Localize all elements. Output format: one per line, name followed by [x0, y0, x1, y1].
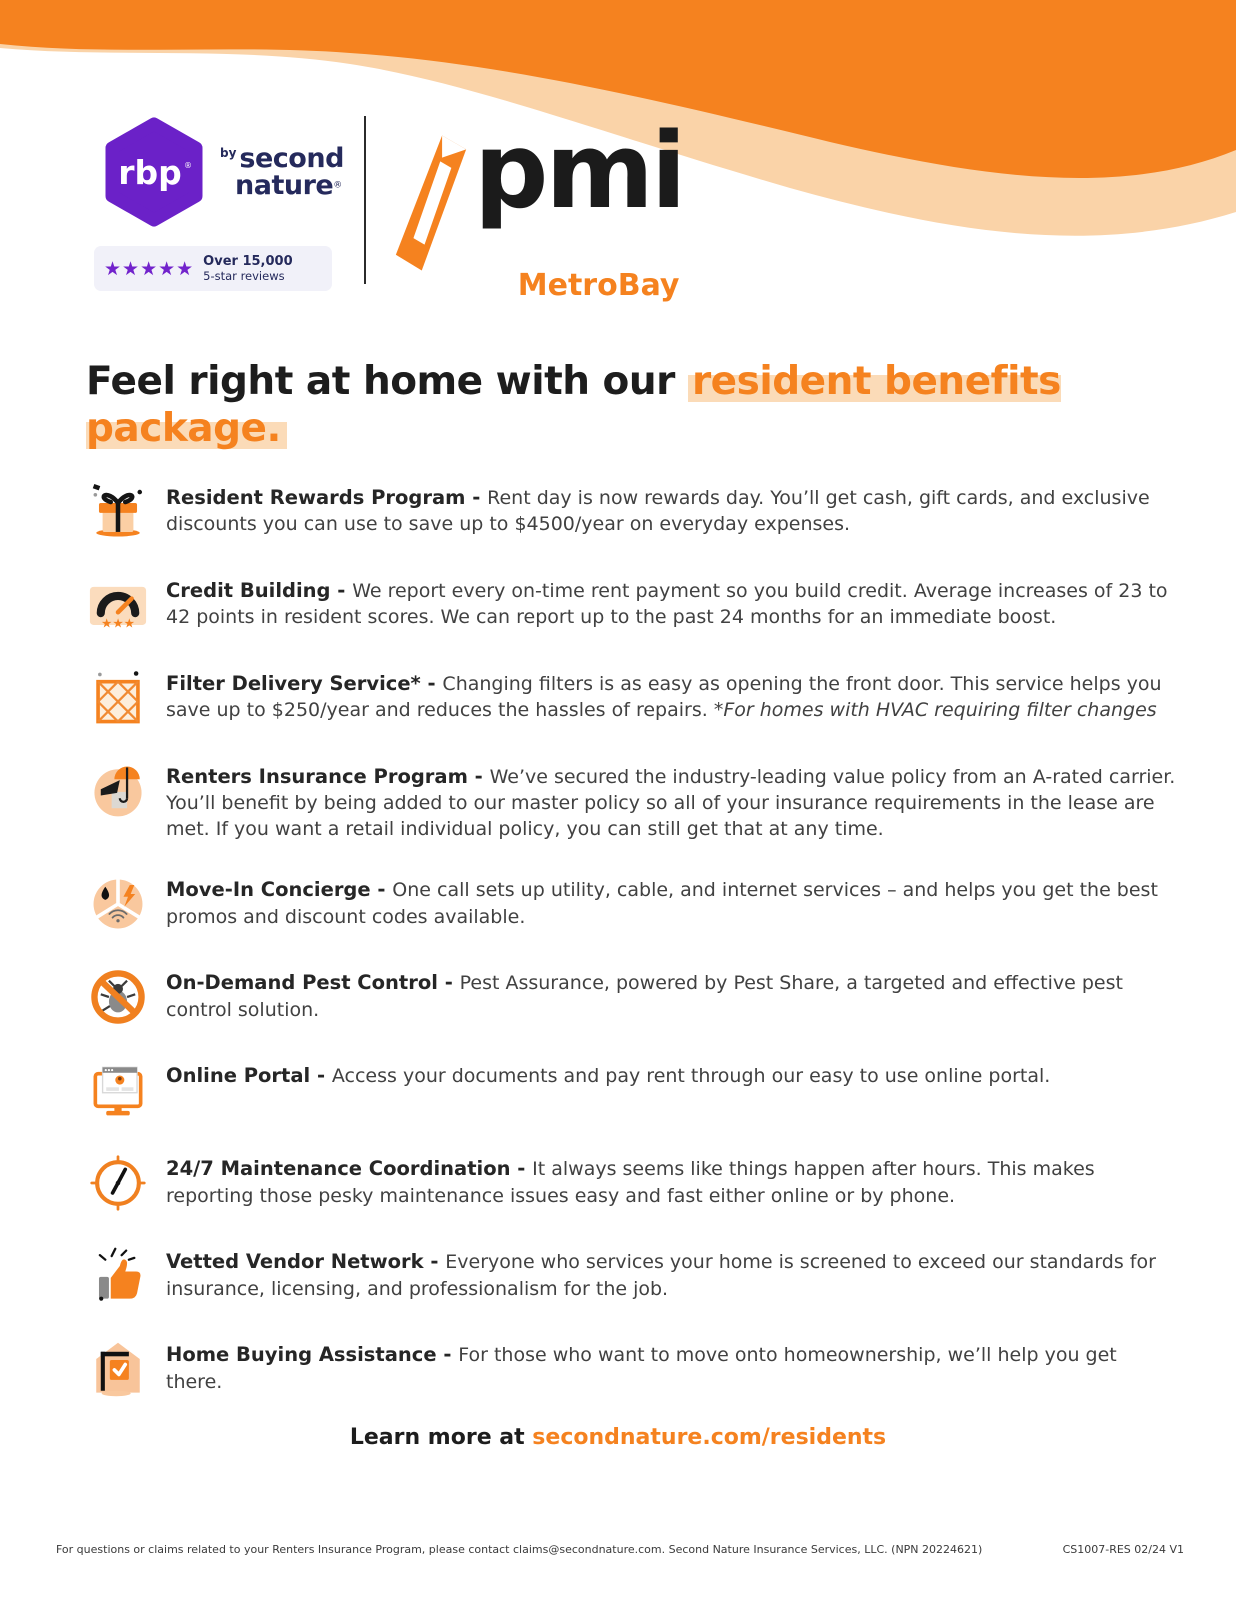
headline-highlight: resident benefits package.	[86, 359, 1061, 451]
pmi-brand-block	[394, 110, 684, 303]
rbp-logo-text: rbp	[118, 153, 182, 192]
benefit-row-vendor-network	[86, 1247, 1180, 1307]
residents-link[interactable]: secondnature.com/residents	[532, 1425, 887, 1450]
rbp-brand-block	[94, 112, 344, 291]
brand-word-second: second	[239, 143, 344, 174]
second-nature-wordmark	[220, 145, 344, 199]
insurance-disclaimer: For questions or claims related to your Renters Insurance Program, please contact claims@secondnature.com. Second Nature Insurance Services, LLC. (NPN 20224621)	[56, 1543, 983, 1556]
benefit-row-filter-delivery	[86, 669, 1180, 729]
benefit-row-online-portal	[86, 1061, 1180, 1121]
benefit-title: Online Portal -	[166, 1064, 332, 1088]
benefit-title: Filter Delivery Service* -	[166, 671, 443, 695]
clock-icon	[86, 1154, 150, 1214]
benefit-description: Everyone who services your home is screened to exceed our standards for insurance, licensing, and professionalism for the job.	[166, 1251, 1156, 1301]
logo-divider	[364, 116, 366, 284]
benefit-description: One call sets up utility, cable, and internet services – and helps you get the best promos and discount codes available.	[166, 879, 1158, 929]
headline-prefix: Feel right at home with our	[86, 359, 688, 404]
benefit-row-pest-control	[86, 968, 1180, 1028]
utilities-icon	[86, 875, 150, 935]
rbp-logo-icon	[94, 112, 214, 232]
learn-more-prefix: Learn more at	[349, 1425, 533, 1450]
benefit-title: Vetted Vendor Network -	[166, 1250, 446, 1274]
benefit-row-renters-insurance	[86, 762, 1180, 843]
benefit-row-home-buying	[86, 1340, 1180, 1400]
benefit-title: 24/7 Maintenance Coordination -	[166, 1157, 533, 1181]
benefit-row-credit-building	[86, 576, 1180, 636]
benefit-row-maintenance	[86, 1154, 1180, 1214]
home-check-icon	[86, 1340, 150, 1400]
document-code: CS1007-RES 02/24 V1	[1062, 1543, 1184, 1556]
benefit-description: It always seems like things happen after hours. This makes reporting those pesky maintenance issues easy and fast either online or by phone.	[166, 1158, 1095, 1208]
benefit-note: *For homes with HVAC requiring filter changes	[713, 699, 1157, 722]
brand-registered-mark: ®	[333, 180, 343, 191]
benefit-title: On-Demand Pest Control -	[166, 971, 460, 995]
benefits-list	[86, 483, 1180, 1401]
page-title	[86, 359, 1180, 453]
svg-text:★★★: ★★★	[100, 615, 136, 631]
benefit-title: Home Buying Assistance -	[166, 1343, 459, 1367]
pmi-logo-text: pmi	[474, 110, 684, 232]
benefit-title: Resident Rewards Program -	[166, 485, 488, 509]
thumbs-up-icon	[86, 1247, 150, 1307]
learn-more-line	[0, 1425, 1236, 1450]
reviews-badge	[94, 246, 332, 291]
gift-icon	[86, 483, 150, 543]
benefit-row-move-in-concierge	[86, 875, 1180, 935]
pmi-location-label: MetroBay	[517, 268, 680, 303]
umbrella-house-icon	[86, 762, 150, 822]
rbp-trademark: ®	[184, 161, 192, 170]
benefit-row-resident-rewards	[86, 483, 1180, 543]
online-portal-icon	[86, 1061, 150, 1121]
reviews-count: Over 15,000	[203, 254, 293, 269]
benefit-description: Pest Assurance, powered by Pest Share, a targeted and effective pest control solution.	[166, 972, 1123, 1022]
benefit-title: Renters Insurance Program -	[166, 764, 490, 788]
logo-row	[94, 112, 1180, 303]
no-bug-icon	[86, 968, 150, 1028]
air-filter-icon	[86, 669, 150, 729]
benefit-title: Move-In Concierge -	[166, 878, 393, 902]
by-label: by	[220, 146, 237, 160]
brand-word-nature: nature	[235, 170, 334, 201]
benefit-description: We’ve secured the industry-leading value policy from an A-rated carrier. You’ll benefit by being added to our master policy so all of your insurance requirements in the lease are met. If you want a retail individual policy, you can still get that at any time.	[166, 765, 1176, 841]
pmi-logo-icon	[394, 130, 468, 276]
five-stars-icon: ★★★★★	[104, 257, 195, 280]
benefit-description: For those who want to move onto homeownership, we’ll help you get there.	[166, 1344, 1117, 1394]
benefit-title: Credit Building -	[166, 578, 353, 602]
benefit-description: Access your documents and pay rent through our easy to use online portal.	[331, 1065, 1051, 1088]
benefit-description: Rent day is now rewards day. You’ll get cash, gift cards, and exclusive discounts you can use to save up to $4500/year on everyday expenses.	[166, 486, 1150, 536]
benefit-description: We report every on-time rent payment so you build credit. Average increases of 23 to 42 points in resident scores. We can report up to the past 24 months for an immediate boost.	[166, 579, 1168, 629]
credit-gauge-icon	[86, 576, 150, 636]
benefit-description: Changing filters is as easy as opening the front door. This service helps you save up to $250/year and reduces the hassles of repairs.	[166, 672, 1162, 722]
fineprint-row	[56, 1543, 1184, 1556]
reviews-label: 5-star reviews	[203, 268, 285, 283]
